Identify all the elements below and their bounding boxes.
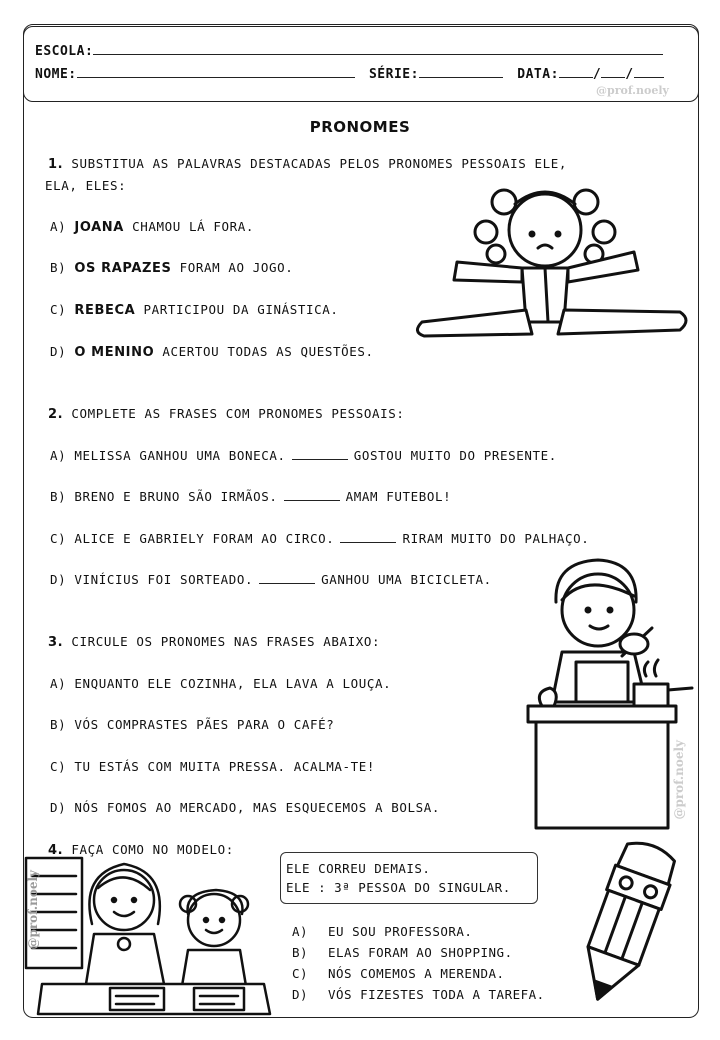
- item-text: VÓS FIZESTES TODA A TAREFA.: [328, 987, 545, 1002]
- item-text: NÓS FOMOS AO MERCADO, MAS ESQUECEMOS A BOLSA.: [74, 800, 441, 815]
- highlighted-word: OS RAPAZES: [74, 261, 172, 276]
- item-letter: D): [50, 344, 67, 359]
- item-letter: A): [50, 448, 67, 463]
- month-field[interactable]: [601, 65, 625, 78]
- q4-item: [292, 924, 472, 939]
- boy-cooking-illustration: [526, 552, 696, 832]
- q3-item: [50, 800, 440, 815]
- q2-prompt-text: COMPLETE AS FRASES COM PRONOMES PESSOAIS:: [71, 406, 405, 421]
- model-line-1: ELE CORREU DEMAIS.: [286, 861, 431, 876]
- highlighted-word: JOANA: [74, 220, 124, 235]
- item-letter: C): [50, 302, 67, 317]
- item-text-before: ALICE E GABRIELY FORAM AO CIRCO.: [74, 531, 335, 546]
- answer-blank[interactable]: [340, 531, 396, 543]
- nome-line: [35, 65, 664, 82]
- gymnast-illustration: [412, 182, 694, 352]
- model-line-2: ELE : 3ª PESSOA DO SINGULAR.: [286, 880, 511, 895]
- item-text: NÓS COMEMOS A MERENDA.: [328, 966, 505, 981]
- q2-item: [50, 572, 492, 587]
- q3-item: [50, 717, 334, 732]
- q1-item: [50, 344, 374, 360]
- item-letter: B): [292, 945, 309, 960]
- item-text-before: MELISSA GANHOU UMA BONECA.: [74, 448, 286, 463]
- item-letter: D): [292, 987, 309, 1002]
- model-example-box: [280, 852, 538, 904]
- item-text-after: GANHOU UMA BICICLETA.: [321, 572, 492, 587]
- q3-prompt-text: CIRCULE OS PRONOMES NAS FRASES ABAIXO:: [71, 634, 381, 649]
- item-letter: B): [50, 260, 67, 275]
- highlighted-word: O MENINO: [74, 345, 155, 360]
- item-letter: D): [50, 572, 67, 587]
- watermark-header: @prof.noely: [596, 84, 669, 97]
- item-letter: A): [292, 924, 309, 939]
- item-text: PARTICIPOU DA GINÁSTICA.: [143, 302, 339, 317]
- q1-prompt: [48, 156, 567, 172]
- item-letter: A): [50, 676, 67, 691]
- data-label: DATA:: [517, 67, 559, 82]
- q4-item: [292, 945, 513, 960]
- q2-item: [50, 448, 557, 463]
- q1-prompt-line1: SUBSTITUA AS PALAVRAS DESTACADAS PELOS PRONOMES PESSOAIS ELE,: [71, 156, 567, 171]
- q2-number: 2.: [48, 407, 64, 422]
- escola-label: ESCOLA:: [35, 44, 94, 59]
- q4-number: 4.: [48, 843, 64, 858]
- item-text: VÓS COMPRASTES PÃES PARA O CAFÉ?: [74, 717, 335, 732]
- date-separator: /: [592, 67, 602, 82]
- q1-item: [50, 302, 338, 318]
- item-text: ENQUANTO ELE COZINHA, ELA LAVA A LOUÇA.: [74, 676, 392, 691]
- item-text: EU SOU PROFESSORA.: [328, 924, 473, 939]
- q4-item: [292, 987, 545, 1002]
- item-letter: B): [50, 717, 67, 732]
- highlighted-word: REBECA: [74, 303, 136, 318]
- q2-item: [50, 531, 589, 546]
- item-letter: A): [50, 219, 67, 234]
- item-text: FORAM AO JOGO.: [179, 260, 294, 275]
- answer-blank[interactable]: [292, 448, 348, 460]
- q2-item: [50, 489, 451, 504]
- item-text: TU ESTÁS COM MUITA PRESSA. ACALMA-TE!: [74, 759, 376, 774]
- q1-prompt-line2: ELA, ELES:: [45, 178, 127, 193]
- escola-field[interactable]: [93, 42, 663, 55]
- year-field[interactable]: [634, 65, 664, 78]
- q3-item: [50, 676, 391, 691]
- escola-line: [35, 42, 663, 59]
- item-text-after: RIRAM MUITO DO PALHAÇO.: [402, 531, 590, 546]
- serie-field[interactable]: [419, 65, 503, 78]
- item-text: ELAS FORAM AO SHOPPING.: [328, 945, 513, 960]
- page-title: PRONOMES: [309, 118, 411, 136]
- item-letter: C): [292, 966, 309, 981]
- item-text-after: GOSTOU MUITO DO PRESENTE.: [353, 448, 557, 463]
- serie-label: SÉRIE:: [368, 67, 419, 82]
- nome-field[interactable]: [77, 65, 355, 78]
- item-letter: C): [50, 531, 67, 546]
- q2-prompt: [48, 406, 404, 422]
- answer-blank[interactable]: [284, 489, 340, 501]
- item-letter: C): [50, 759, 67, 774]
- watermark-side: @prof.noely: [672, 740, 686, 820]
- q4-item: [292, 966, 505, 981]
- q3-number: 3.: [48, 635, 64, 650]
- date-separator: /: [625, 67, 634, 82]
- answer-blank[interactable]: [259, 572, 315, 584]
- nome-label: NOME:: [35, 67, 77, 82]
- item-text: ACERTOU TODAS AS QUESTÕES.: [162, 344, 374, 359]
- item-text: CHAMOU LÁ FORA.: [132, 219, 254, 234]
- q3-item: [50, 759, 375, 774]
- day-field[interactable]: [559, 65, 593, 78]
- item-letter: B): [50, 489, 67, 504]
- q1-item: [50, 260, 293, 276]
- q1-number: 1.: [48, 157, 64, 172]
- item-text-after: AMAM FUTEBOL!: [345, 489, 452, 504]
- q1-item: [50, 219, 254, 235]
- q3-prompt: [48, 634, 380, 650]
- pencil-illustration: [560, 838, 690, 1010]
- teacher-student-illustration: [24, 854, 274, 1016]
- item-text-before: BRENO E BRUNO SÃO IRMÃOS.: [74, 489, 278, 504]
- item-letter: D): [50, 800, 67, 815]
- item-text-before: VINÍCIUS FOI SORTEADO.: [74, 572, 254, 587]
- watermark-bottom: @prof.noely: [26, 870, 40, 950]
- q4-prompt-text: FAÇA COMO NO MODELO:: [71, 842, 234, 857]
